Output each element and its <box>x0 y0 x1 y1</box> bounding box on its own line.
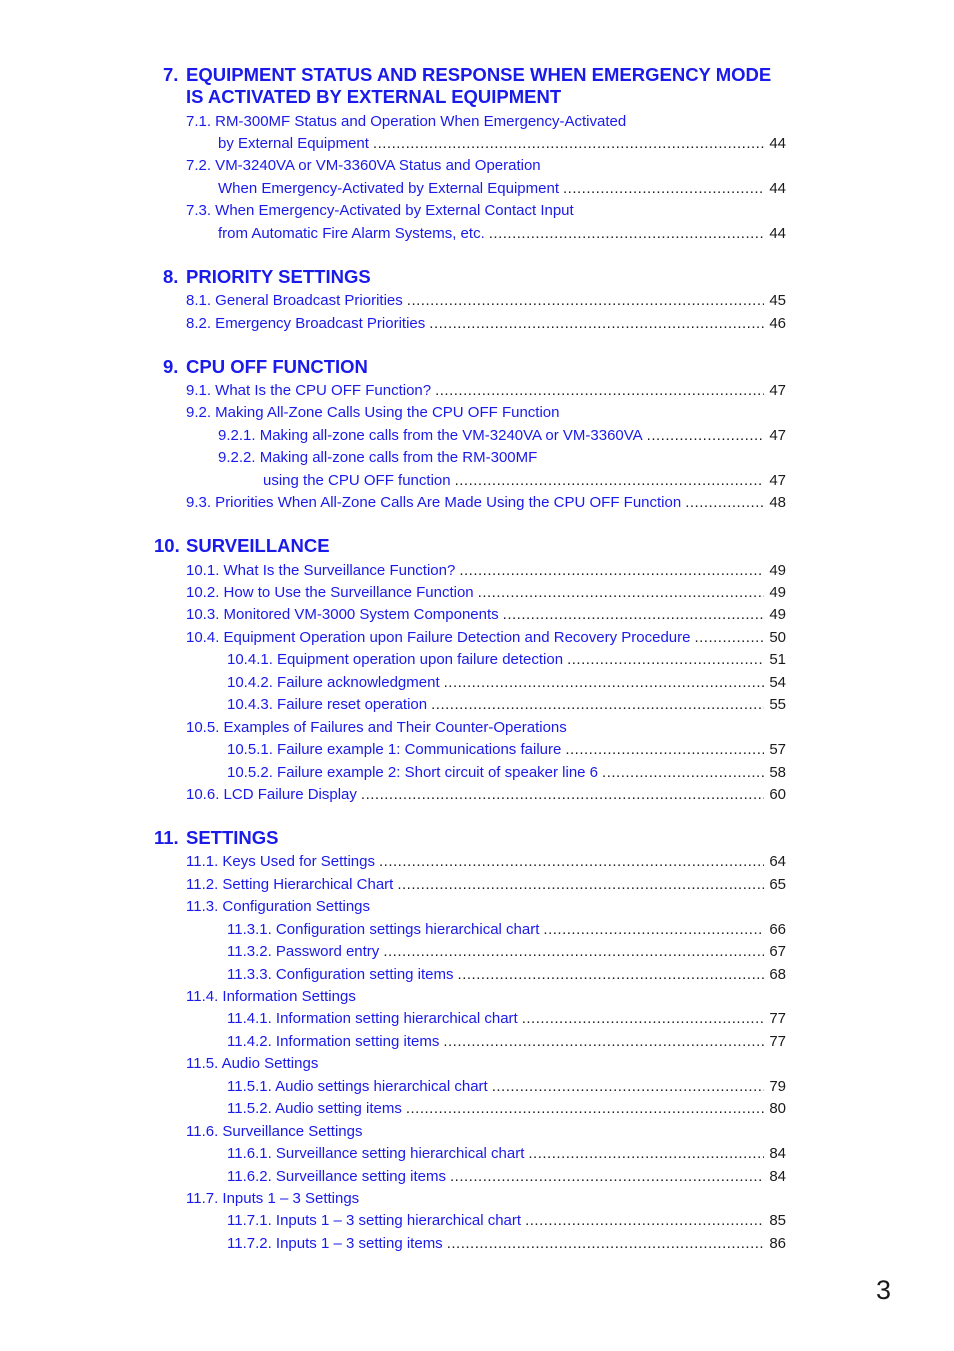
toc-entry-label: 10.4. Equipment Operation upon Failure Detection and Recovery Procedure <box>186 629 691 646</box>
toc-entry-label: 10.5.1. Failure example 1: Communications failure <box>227 741 562 758</box>
dot-leader <box>543 919 764 941</box>
section-title: EQUIPMENT STATUS AND RESPONSE WHEN EMERGENCY MODE <box>186 64 772 85</box>
toc-entry-label[interactable]: 11.5. Audio Settings <box>186 1055 319 1072</box>
toc-entry-page: 79 <box>769 1078 786 1095</box>
toc-entry-label[interactable]: 11.4. Information Settings <box>186 988 356 1005</box>
toc-entry-label[interactable]: 11.6. Surveillance Settings <box>186 1123 363 1140</box>
toc-entry-page: 48 <box>769 494 786 511</box>
dot-leader <box>489 223 764 245</box>
dot-leader <box>455 470 764 492</box>
toc-entry[interactable] <box>218 178 786 200</box>
toc-entry-label: 9.1. What Is the CPU OFF Function? <box>186 382 432 399</box>
toc-entry-page: 77 <box>769 1033 786 1050</box>
toc-entry[interactable] <box>227 1143 786 1165</box>
dot-leader <box>435 380 764 402</box>
toc-entry[interactable] <box>186 874 786 896</box>
section-number: 11. <box>154 827 179 848</box>
dot-leader <box>407 290 764 312</box>
toc-entry-label[interactable]: 10.5. Examples of Failures and Their Counter-Operations <box>186 719 567 736</box>
toc-entry-page: 60 <box>769 786 786 803</box>
dot-leader <box>503 604 764 626</box>
dot-leader <box>565 739 764 761</box>
toc-entry-page: 44 <box>769 225 786 242</box>
toc-entry-page: 55 <box>769 696 786 713</box>
toc-entry[interactable] <box>227 919 786 941</box>
toc-entry[interactable] <box>263 470 786 492</box>
dot-leader <box>443 1031 764 1053</box>
dot-leader <box>694 627 764 649</box>
toc-entry-label[interactable]: 7.1. RM-300MF Status and Operation When Emergency-Activated <box>186 113 627 130</box>
toc-entry-label: using the CPU OFF function <box>263 472 451 489</box>
toc-entry-page: 65 <box>769 876 786 893</box>
dot-leader <box>685 492 764 514</box>
dot-leader <box>458 964 764 986</box>
dot-leader <box>450 1166 764 1188</box>
dot-leader <box>528 1143 764 1165</box>
toc-entry-label: 10.4.1. Equipment operation upon failure detection <box>227 651 564 668</box>
dot-leader <box>563 178 764 200</box>
toc-entry-page: 58 <box>769 764 786 781</box>
toc-entry-page: 49 <box>769 606 786 623</box>
toc-entry-page: 46 <box>769 315 786 332</box>
toc-entry[interactable] <box>186 582 786 604</box>
toc-entry[interactable] <box>227 964 786 986</box>
toc-entry-label: by External Equipment <box>218 135 369 152</box>
toc-entry[interactable] <box>218 133 786 155</box>
dot-leader <box>522 1008 764 1030</box>
dot-leader <box>373 133 764 155</box>
toc-entry[interactable] <box>227 649 786 671</box>
section-title: SETTINGS <box>186 827 279 848</box>
toc-entry-label[interactable]: 11.7. Inputs 1 – 3 Settings <box>186 1190 360 1207</box>
dot-leader <box>478 582 764 604</box>
dot-leader <box>647 425 764 447</box>
toc-entry-page: 50 <box>769 629 786 646</box>
toc-entry-label: 10.6. LCD Failure Display <box>186 786 357 803</box>
toc-entry-label: 11.3.2. Password entry <box>227 943 380 960</box>
toc-entry[interactable] <box>218 223 786 245</box>
toc-entry[interactable] <box>227 762 786 784</box>
dot-leader <box>444 672 764 694</box>
dot-leader <box>525 1210 764 1232</box>
toc-entry[interactable] <box>227 739 786 761</box>
toc-entry-label: 11.3.3. Configuration setting items <box>227 966 454 983</box>
toc-entry-page: 84 <box>769 1145 786 1162</box>
toc-entry-page: 47 <box>769 382 786 399</box>
toc-entry-page: 67 <box>769 943 786 960</box>
toc-entry-page: 47 <box>769 472 786 489</box>
toc-entry-label: 10.2. How to Use the Surveillance Function <box>186 584 474 601</box>
dot-leader <box>492 1076 764 1098</box>
toc-entry[interactable] <box>186 380 786 402</box>
toc-entry-label: 9.3. Priorities When All-Zone Calls Are Made Using the CPU OFF Function <box>186 494 682 511</box>
toc-entry-label: 10.3. Monitored VM-3000 System Components <box>186 606 499 623</box>
toc-entry[interactable] <box>218 425 786 447</box>
toc-entry[interactable] <box>227 1008 786 1030</box>
dot-leader <box>383 941 764 963</box>
toc-entry-page: 80 <box>769 1100 786 1117</box>
dot-leader <box>459 560 764 582</box>
toc-entry-page: 57 <box>769 741 786 758</box>
toc-entry-label: 10.5.2. Failure example 2: Short circuit of speaker line 6 <box>227 764 599 781</box>
toc-entry-label: 11.4.2. Information setting items <box>227 1033 440 1050</box>
page-number: 3 <box>876 1275 892 1305</box>
toc-entry-label: 11.4.1. Information setting hierarchical chart <box>227 1010 518 1027</box>
toc-entry[interactable] <box>227 672 786 694</box>
toc-entry[interactable] <box>227 1031 786 1053</box>
toc-entry[interactable] <box>186 604 786 626</box>
toc-entry-page: 49 <box>769 562 786 579</box>
toc-entry-label: 11.3.1. Configuration settings hierarchical chart <box>227 921 540 938</box>
dot-leader <box>397 874 764 896</box>
toc-entry[interactable] <box>186 492 786 514</box>
toc-entry-label[interactable]: 7.3. When Emergency-Activated by External Contact Input <box>186 202 574 219</box>
toc-entry-page: 49 <box>769 584 786 601</box>
toc-entry-label: 11.2. Setting Hierarchical Chart <box>186 876 394 893</box>
toc-entry-page: 47 <box>769 427 786 444</box>
toc-entry-label: 11.7.2. Inputs 1 – 3 setting items <box>227 1235 443 1252</box>
toc-entry-label: 11.5.1. Audio settings hierarchical chart <box>227 1078 488 1095</box>
toc-entry-page: 86 <box>769 1235 786 1252</box>
dot-leader <box>431 694 764 716</box>
section-title: CPU OFF FUNCTION <box>186 356 368 377</box>
toc-entry-label: 8.2. Emergency Broadcast Priorities <box>186 315 426 332</box>
dot-leader <box>567 649 764 671</box>
dot-leader <box>429 313 764 335</box>
toc-entry-label[interactable]: 7.2. VM-3240VA or VM-3360VA Status and Operation <box>186 157 541 174</box>
toc-entry-page: 77 <box>769 1010 786 1027</box>
toc-entry-page: 44 <box>769 180 786 197</box>
toc-entry-page: 54 <box>769 674 786 691</box>
toc-entry-page: 68 <box>769 966 786 983</box>
toc-entry-page: 51 <box>769 651 786 668</box>
section-title: SURVEILLANCE <box>186 535 330 556</box>
section-number: 7. <box>163 64 179 85</box>
toc-entry-label[interactable]: 9.2.2. Making all-zone calls from the RM-300MF <box>218 449 538 466</box>
toc-entry-label: 11.7.1. Inputs 1 – 3 setting hierarchical chart <box>227 1212 522 1229</box>
toc-entry[interactable] <box>227 1233 786 1255</box>
dot-leader <box>379 851 764 873</box>
toc-entry-page: 84 <box>769 1168 786 1185</box>
toc-entry-page: 45 <box>769 292 786 309</box>
toc-entry-page: 66 <box>769 921 786 938</box>
toc-entry[interactable] <box>186 851 786 873</box>
toc-entry-label: 11.1. Keys Used for Settings <box>186 853 375 870</box>
toc-entry[interactable] <box>227 694 786 716</box>
toc-entry[interactable] <box>186 313 786 335</box>
toc-entry-label[interactable]: 9.2. Making All-Zone Calls Using the CPU OFF Function <box>186 404 560 421</box>
toc-entry-label: 9.2.1. Making all-zone calls from the VM-3240VA or VM-3360VA <box>218 427 643 444</box>
toc-entry-page: 85 <box>769 1212 786 1229</box>
toc-entry-label: 8.1. General Broadcast Priorities <box>186 292 403 309</box>
toc-entry-label: 11.6.2. Surveillance setting items <box>227 1168 447 1185</box>
toc-entry[interactable] <box>186 784 786 806</box>
toc-entry[interactable] <box>186 560 786 582</box>
toc-entry[interactable] <box>227 1098 786 1120</box>
toc-entry-label: 10.1. What Is the Surveillance Function? <box>186 562 456 579</box>
toc-entry-label: When Emergency-Activated by External Equipment <box>218 180 559 197</box>
section-number: 9. <box>163 356 179 377</box>
toc-entry-label: 11.5.2. Audio setting items <box>227 1100 402 1117</box>
section-number: 8. <box>163 266 179 287</box>
toc-entry-page: 44 <box>769 135 786 152</box>
toc-entry[interactable] <box>227 941 786 963</box>
dot-leader <box>361 784 764 806</box>
toc-entry-page: 64 <box>769 853 786 870</box>
toc-entry-label: 10.4.2. Failure acknowledgment <box>227 674 440 691</box>
toc-entry-label: 11.6.1. Surveillance setting hierarchical chart <box>227 1145 525 1162</box>
toc-entry-label: 10.4.3. Failure reset operation <box>227 696 428 713</box>
toc-entry[interactable] <box>227 1076 786 1098</box>
section-title: IS ACTIVATED BY EXTERNAL EQUIPMENT <box>186 86 562 107</box>
toc-entry[interactable] <box>186 627 786 649</box>
toc-entry-label[interactable]: 11.3. Configuration Settings <box>186 898 371 915</box>
section-number: 10. <box>154 535 180 556</box>
toc-entry[interactable] <box>227 1166 786 1188</box>
dot-leader <box>447 1233 764 1255</box>
section-title: PRIORITY SETTINGS <box>186 266 371 287</box>
toc-entry[interactable] <box>186 290 786 312</box>
toc-entry-label: from Automatic Fire Alarm Systems, etc. <box>218 225 485 242</box>
dot-leader <box>602 762 764 784</box>
dot-leader <box>406 1098 764 1120</box>
toc-entry[interactable] <box>227 1210 786 1232</box>
